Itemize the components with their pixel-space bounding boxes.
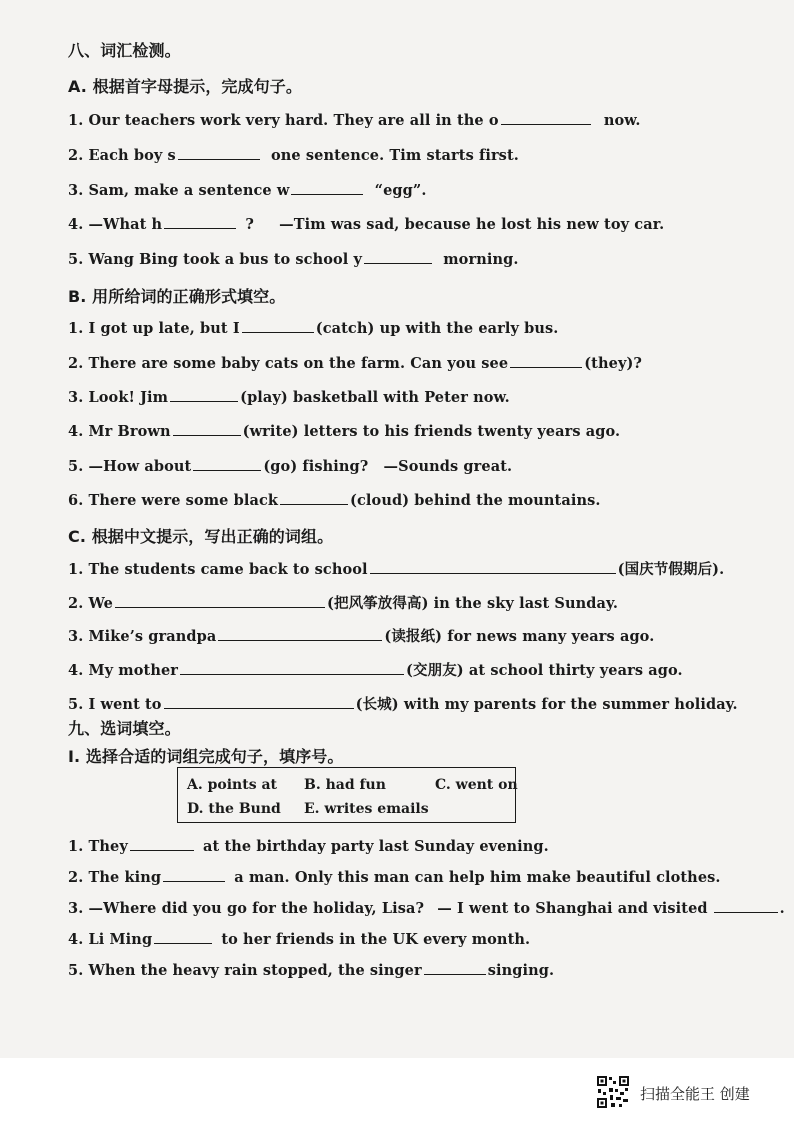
part-a-item-4 <box>68 214 664 233</box>
part-b-item-4-end: (write) letters to his friends twenty years ago. <box>242 423 621 440</box>
part-c-item-1-text: 1. The students came back to school <box>68 561 368 578</box>
part-c-item-2-text: 2. We <box>68 595 114 612</box>
part-a-title: A. 根据首字母提示，完成句子。 <box>68 77 302 96</box>
part-b-item-6 <box>68 490 601 509</box>
part-a-item-3 <box>68 180 426 199</box>
part-b-item-1-end: (catch) up with the early bus. <box>315 320 559 337</box>
answer-blank[interactable] <box>170 387 238 402</box>
option-b: B. had fun <box>304 777 386 793</box>
part-b-item-3-text: 3. Look! Jim <box>68 389 169 406</box>
answer-blank[interactable] <box>714 898 778 913</box>
part-i-item-1-text: 1. They <box>68 838 128 855</box>
answer-blank[interactable] <box>164 694 354 709</box>
option-c: C. went on <box>435 777 518 793</box>
qr-code-icon <box>596 1075 630 1109</box>
part-c-item-4 <box>68 659 683 680</box>
answer-blank[interactable] <box>218 626 382 641</box>
answer-blank[interactable] <box>115 593 325 608</box>
part-b-item-1-text: 1. I got up late, but I <box>68 320 240 337</box>
part-i-item-5-text: 5. When the heavy rain stopped, the singer <box>68 962 422 979</box>
part-i-item-4-end: to her friends in the UK every month. <box>221 931 531 948</box>
part-b-item-2-text: 2. There are some baby cats on the farm. Can you see <box>68 355 509 372</box>
option-d: D. the Bund <box>187 801 281 817</box>
part-a-item-4-mid: ? <box>245 216 254 233</box>
part-a-item-1-text: 1. Our teachers work very hard. They are all in the o <box>68 112 499 129</box>
part-c-item-1 <box>68 558 724 579</box>
part-a-item-1 <box>68 110 641 129</box>
answer-blank[interactable] <box>164 214 236 229</box>
part-a-item-5-text: 5. Wang Bing took a bus to school y <box>68 251 363 268</box>
part-a-item-2 <box>68 145 519 164</box>
part-i-item-2 <box>68 867 721 886</box>
part-a-item-4-text: 4. —What h <box>68 216 163 233</box>
part-c-item-5 <box>68 693 738 714</box>
option-e: E. writes emails <box>304 801 429 817</box>
part-c-item-3-text: 3. Mike’s grandpa <box>68 628 217 645</box>
part-b-item-5-mid: (go) fishing? <box>263 458 369 475</box>
part-b-item-4 <box>68 421 620 440</box>
part-a-item-4-end: —Tim was sad, because he lost his new toy car. <box>279 216 665 233</box>
part-c-item-5-text: 5. I went to <box>68 696 162 713</box>
part-i-item-3 <box>68 898 785 917</box>
part-b-item-2 <box>68 353 642 372</box>
part-i-item-3-end: . <box>779 900 785 917</box>
part-c-item-3 <box>68 625 654 646</box>
part-a-item-3-text: 3. Sam, make a sentence w <box>68 182 290 199</box>
answer-blank[interactable] <box>242 318 314 333</box>
answer-blank[interactable] <box>364 249 432 264</box>
part-b-item-6-text: 6. There were some black <box>68 492 279 509</box>
part-a-item-2-end: one sentence. Tim starts first. <box>270 147 519 164</box>
section-eight-title: 八、词汇检测。 <box>68 41 181 60</box>
answer-blank[interactable] <box>154 929 212 944</box>
answer-blank[interactable] <box>424 960 486 975</box>
part-i-item-5-end: singing. <box>487 962 555 979</box>
part-b-item-3-end: (play) basketball with Peter now. <box>240 389 510 406</box>
part-i-item-5 <box>68 960 554 979</box>
scanner-app-label: 扫描全能王 创建 <box>640 1085 750 1103</box>
answer-blank[interactable] <box>163 867 225 882</box>
part-b-title: B. 用所给词的正确形式填空。 <box>68 287 286 306</box>
answer-blank[interactable] <box>291 180 363 195</box>
part-i-item-1-end: at the birthday party last Sunday evening. <box>203 838 549 855</box>
word-options-box <box>177 767 516 823</box>
part-i-title: I. 选择合适的词组完成句子，填序号。 <box>68 747 344 766</box>
part-a-item-5-end: morning. <box>443 251 519 268</box>
answer-blank[interactable] <box>173 421 241 436</box>
part-c-item-4-end: (交朋友) at school thirty years ago. <box>406 662 683 679</box>
section-nine-title: 九、选词填空。 <box>68 719 181 738</box>
part-i-item-4 <box>68 929 530 948</box>
part-b-item-1 <box>68 318 558 337</box>
part-b-item-4-text: 4. Mr Brown <box>68 423 171 440</box>
part-b-item-2-end: (they)? <box>584 355 643 372</box>
part-c-title: C. 根据中文提示，写出正确的词组。 <box>68 527 334 546</box>
part-c-item-3-end: (读报纸) for news many years ago. <box>384 628 655 645</box>
part-a-item-3-end: “egg”. <box>374 182 427 199</box>
part-i-item-1 <box>68 836 549 855</box>
part-i-item-4-text: 4. Li Ming <box>68 931 153 948</box>
part-b-item-5-end: —Sounds great. <box>383 458 513 475</box>
answer-blank[interactable] <box>370 559 616 574</box>
part-a-item-1-end: now. <box>603 112 641 129</box>
part-b-item-5 <box>68 456 512 475</box>
answer-blank[interactable] <box>180 660 404 675</box>
option-a: A. points at <box>187 777 277 793</box>
answer-blank[interactable] <box>130 836 194 851</box>
answer-blank[interactable] <box>510 353 582 368</box>
part-i-item-3-mid: — I went to Shanghai and visited <box>437 900 708 917</box>
answer-blank[interactable] <box>280 490 348 505</box>
part-c-item-2-end: (把风筝放得高) in the sky last Sunday. <box>327 595 618 612</box>
part-b-item-5-text: 5. —How about <box>68 458 192 475</box>
part-i-item-3-text: 3. —Where did you go for the holiday, Lisa? <box>68 900 425 917</box>
part-b-item-3 <box>68 387 510 406</box>
part-c-item-1-end: (国庆节假期后). <box>617 561 725 578</box>
answer-blank[interactable] <box>193 456 261 471</box>
answer-blank[interactable] <box>501 110 591 125</box>
answer-blank[interactable] <box>178 145 260 160</box>
part-a-item-5 <box>68 249 518 268</box>
part-i-item-2-text: 2. The king <box>68 869 162 886</box>
part-c-item-2 <box>68 592 618 613</box>
part-c-item-4-text: 4. My mother <box>68 662 179 679</box>
part-b-item-6-end: (cloud) behind the mountains. <box>350 492 601 509</box>
part-c-item-5-end: (长城) with my parents for the summer holiday. <box>355 696 738 713</box>
part-i-item-2-end: a man. Only this man can help him make beautiful clothes. <box>234 869 721 886</box>
part-a-item-2-text: 2. Each boy s <box>68 147 176 164</box>
